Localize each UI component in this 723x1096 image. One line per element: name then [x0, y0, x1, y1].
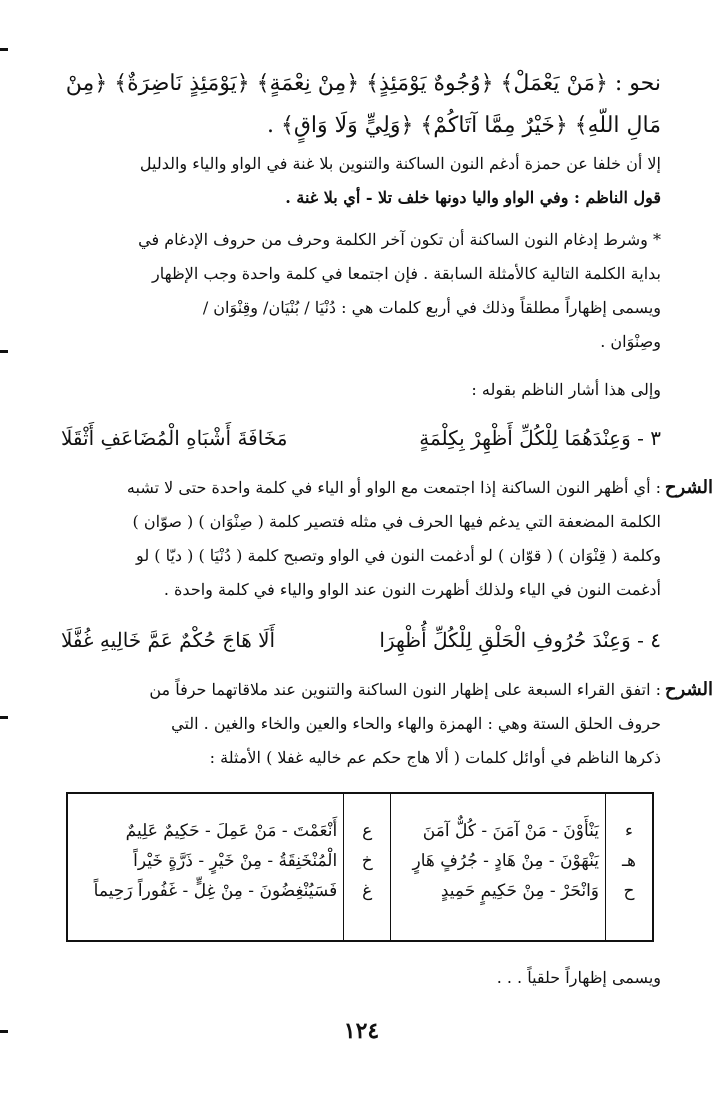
letter: ح [623, 881, 635, 901]
examples-column-left [67, 793, 344, 941]
examples-column-right [391, 793, 606, 941]
scan-edge-mark [0, 48, 8, 51]
verse-4 [61, 622, 661, 658]
scan-edge-mark [0, 716, 8, 719]
sharh-line: : اتفق القراء السبعة على إظهار النون الساكنة والتنوين عند ملاقاتهما حرفاً من [149, 680, 661, 699]
example-words: أَنْعَمْتَ - مَنْ عَمِلَ - حَكِيمٌ عَلِيمٌ [125, 821, 338, 841]
sharh-line: وكلمة ( قِنْوَان ) ( قوّان ) لو أدغمت النون في الواو وتصبح كلمة ( دُنْيَا ) ( ديّا ) لو [136, 546, 661, 565]
paragraph-line: * وشرط إدغام النون الساكنة أن تكون آخر الكلمة وحرف من حروف الإدغام في [138, 230, 661, 249]
example-words: وَانْحَرْ - مِنْ حَكِيمٍ حَمِيدٍ [440, 881, 599, 901]
sharh-line: ذكرها الناظم في أوائل كلمات ( ألا هاج حكم عم خاليه غفلا ) الأمثلة : [209, 748, 661, 767]
verse-3 [61, 420, 661, 456]
paragraph-line: وصِنْوَان . [600, 332, 661, 351]
letter: غ [362, 881, 373, 901]
quran-examples-line-1: نحو : ﴿مَنْ يَعْمَلْ﴾ ﴿وُجُوهٌ يَوْمَئِذٍ﴾ ﴿مِنْ نِعْمَةٍ﴾ ﴿يَوْمَئِذٍ نَاضِرَةٌ﴾ ﴿مِنْ [65, 71, 661, 96]
letter-column-right [606, 793, 654, 941]
page-number: ١٢٤ [343, 1018, 380, 1044]
letter: ء [625, 821, 633, 841]
paragraph-line: بداية الكلمة التالية كالأمثلة السابقة . فإن اجتمعا في كلمة واحدة وجب الإظهار [152, 264, 661, 283]
example-words: فَسَيُنْغِضُونَ - مِنْ غِلٍّ - غَفُوراً رَحِيماً [93, 881, 338, 901]
example-words: يَنْأَوْنَ - مَنْ آمَنَ - كُلٌّ آمَنَ [422, 821, 599, 841]
sharh-label: الشرح [664, 477, 713, 498]
verse-intro: وإلى هذا أشار الناظم بقوله : [471, 380, 661, 399]
letter: هـ [622, 851, 636, 871]
sharh-line: حروف الحلق الستة وهي : الهمزة والهاء والحاء والعين والخاء والغين . التي [171, 714, 661, 733]
closing-line: ويسمى إظهاراً حلقياً . . . [496, 968, 661, 987]
sharh-line: الكلمة المضعفة التي يدغم فيها الحرف في مثله فتصير كلمة ( صِنْوَان ) ( صوّان ) [132, 512, 661, 531]
quran-examples-line-2: مَالِ اللَّهِ﴾ ﴿خَيْرٌ مِمَّا آتَاكُمْ﴾ ﴿وَلِيٍّ وَلَا وَاقٍ﴾ . [266, 113, 661, 138]
verse-4-second-hemistich: أَلَا هَاجَ حُكْمٌ عَمَّ خَالِيهِ غُفَّلَا [61, 628, 276, 652]
verse-3-second-hemistich: مَخَافَةَ أَشْبَاهِ الْمُضَاعَفِ أَثْقَلَا [61, 426, 288, 450]
example-words: الْمُنْخَنِقَةُ - مِنْ خَيْرٍ - ذَرَّةٍ خَيْراً [133, 851, 338, 871]
paragraph-line: ويسمى إظهاراً مطلقاً وذلك في أربع كلمات هي : دُنْيَا / بُنْيَان/ وقِنْوَان / [202, 298, 661, 317]
verse-3-first-hemistich: ٣ - وَعِنْدَهُمَا لِلْكُلِّ أَظْهِرْ بِكِلْمَةٍ [419, 426, 661, 450]
example-words: يَنْهَوْنَ - مِنْ هَادٍ - جُرُفٍ هَارٍ [412, 851, 599, 871]
letter-column-left [344, 793, 391, 941]
throat-letters-table [66, 792, 654, 942]
verse-4-first-hemistich: ٤ - وَعِنْدَ حُرُوفِ الْحَلْقِ لِلْكُلِّ أُظْهِرَا [379, 628, 661, 652]
letter: ع [362, 821, 373, 841]
scan-edge-mark [0, 350, 8, 353]
sharh-line: أدغمت النون في الياء ولذلك أظهرت النون عند الواو والياء في كلمة واحدة . [163, 580, 661, 599]
letter: خ [361, 851, 373, 871]
scan-edge-mark [0, 1030, 8, 1033]
paragraph-line: قول الناظم : وفي الواو واليا دونها خلف تلا - أي بلا غنة . [285, 188, 661, 207]
paragraph-line: إلا أن خلفا عن حمزة أدغم النون الساكنة والتنوين بلا غنة في الواو والياء والدليل [139, 154, 661, 173]
sharh-label: الشرح [664, 679, 713, 700]
sharh-line: : أي أظهر النون الساكنة إذا اجتمعت مع الواو أو الياء في كلمة واحدة حتى لا تشبه [126, 478, 661, 497]
